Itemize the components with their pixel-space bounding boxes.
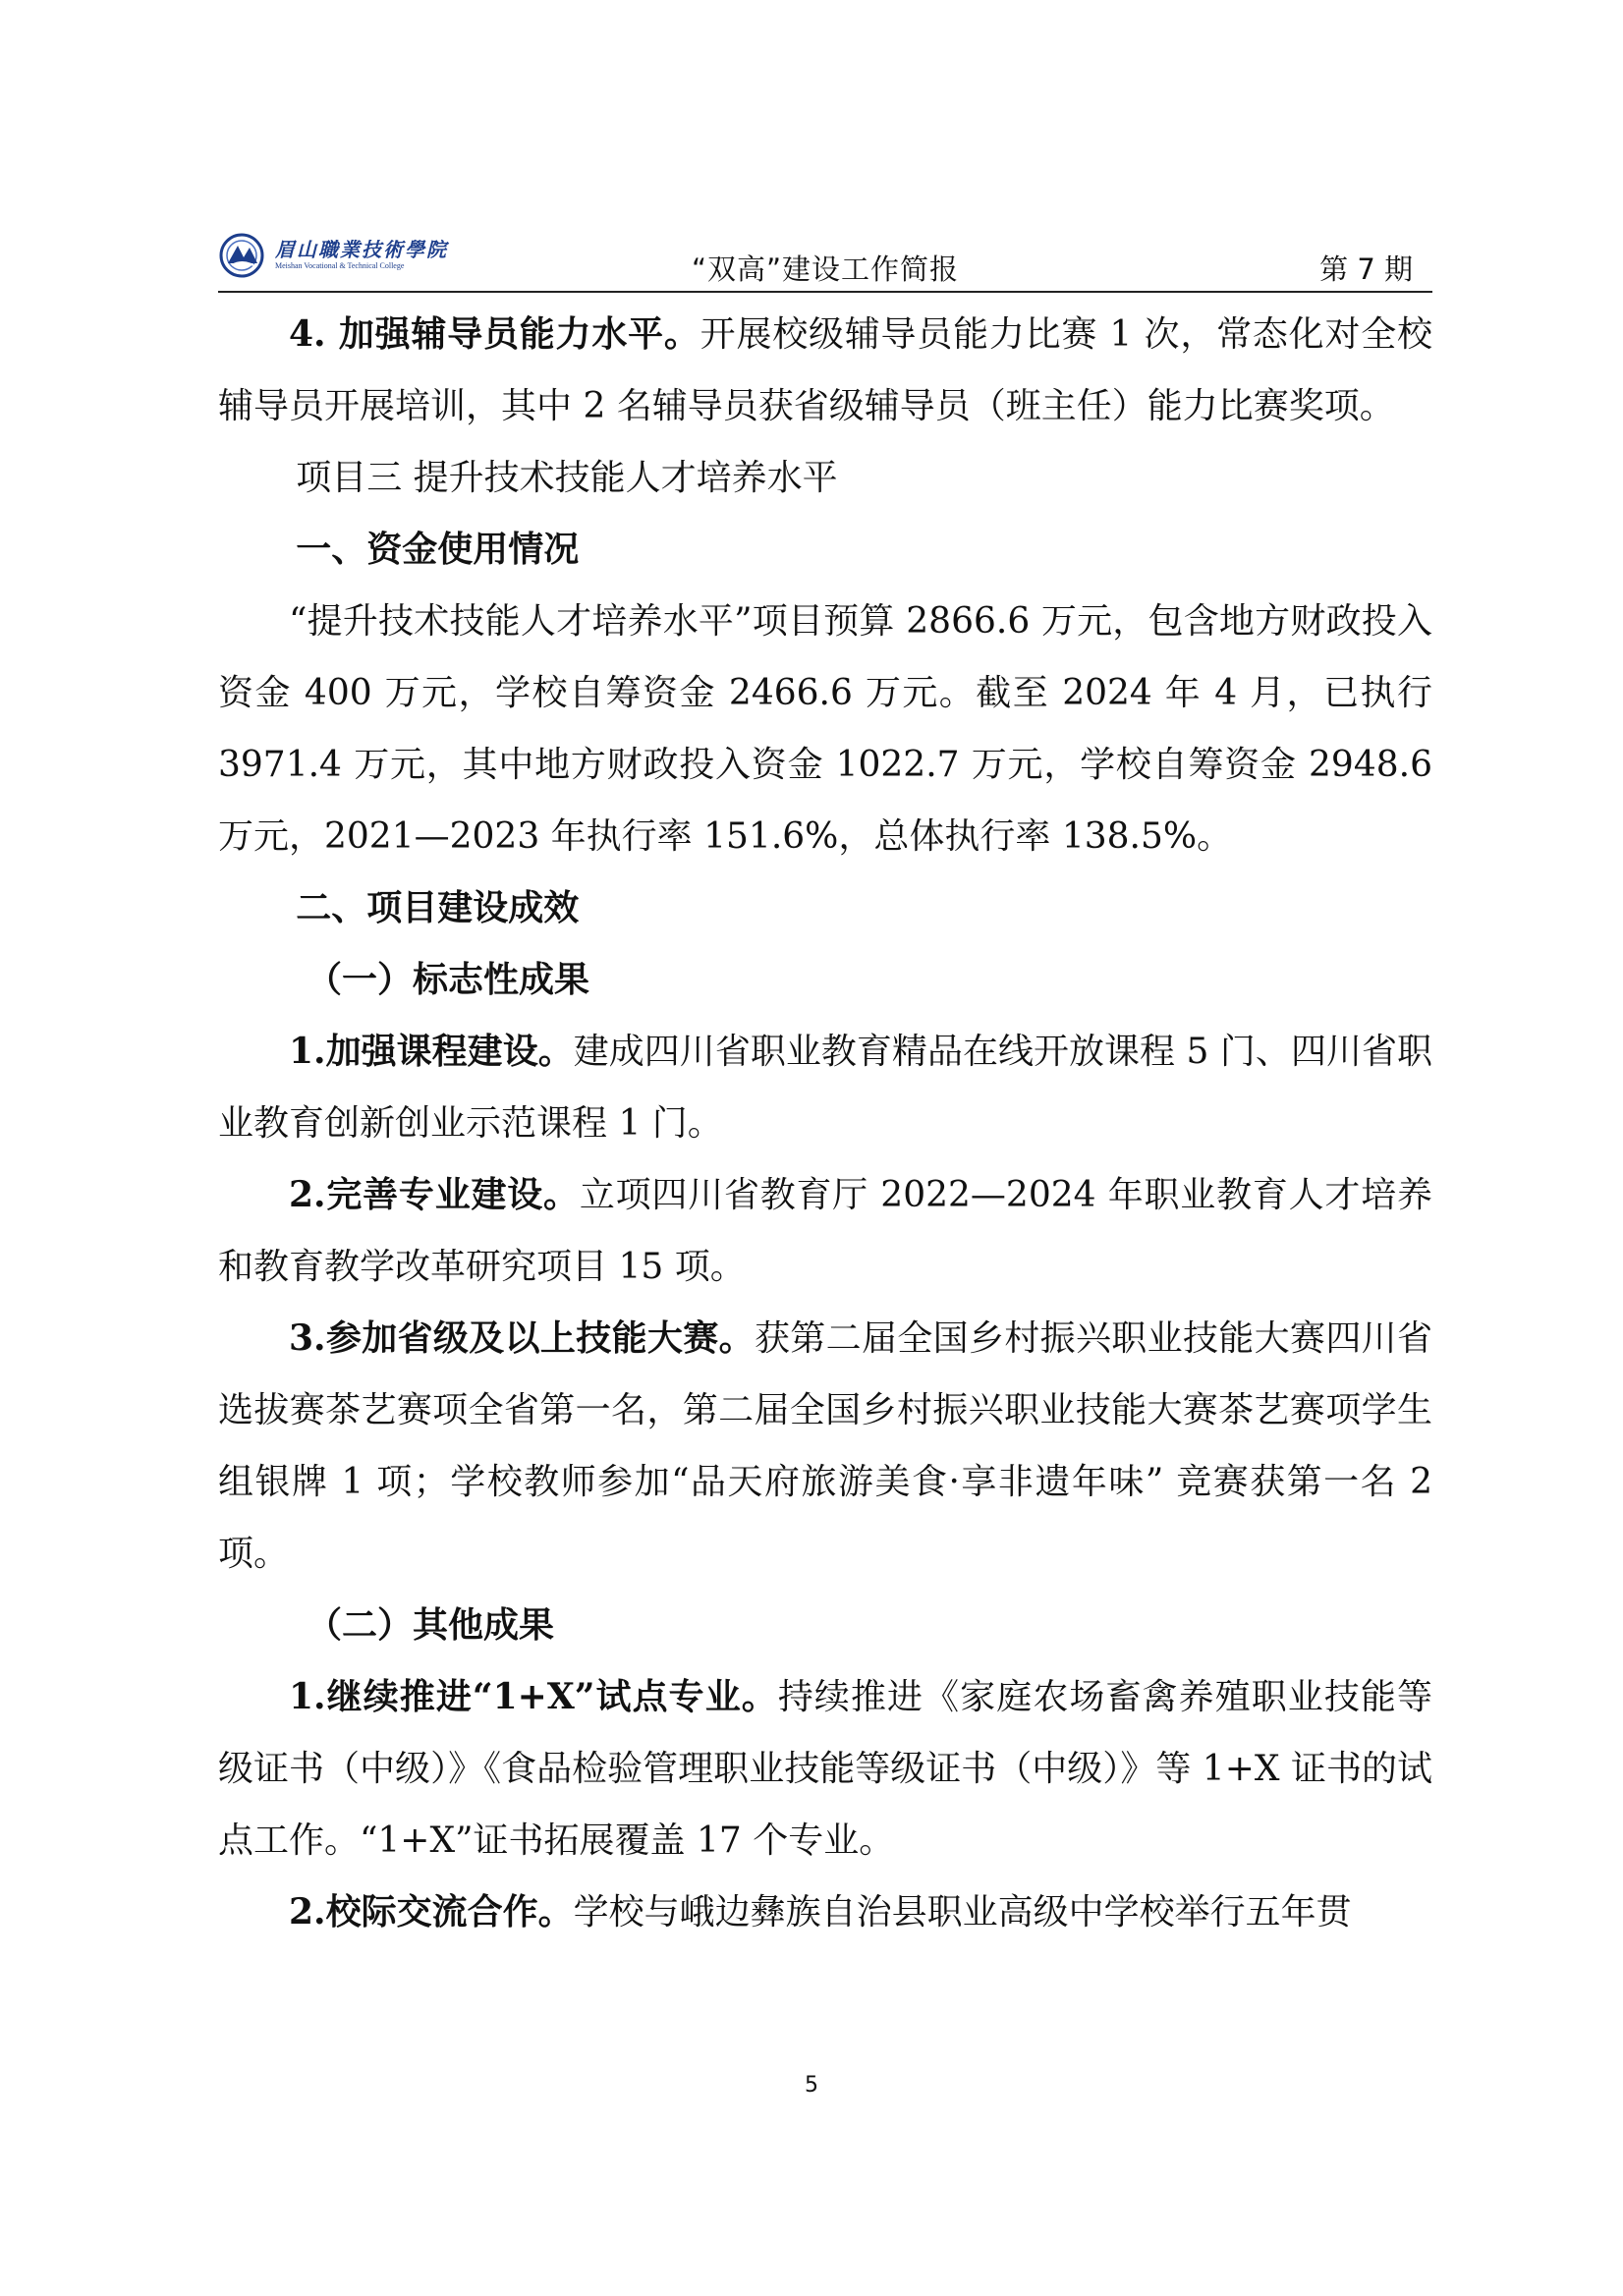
paragraph-majors (218, 1159, 1432, 1303)
project-heading: 项目三 提升技术技能人才培养水平 (296, 458, 838, 498)
college-name-cn: 眉山職業技術學院 (275, 238, 448, 261)
page-number: 5 (805, 2073, 818, 2098)
paragraph-text: 开展校级辅导员能力比赛 1 次，常态化对全校辅导员开展培训，其中 2 名辅导员获省级辅导员（班主任）能力比赛奖项。 (218, 314, 1432, 426)
paragraph-lead: 3.参加省级及以上技能大赛。 (289, 1317, 755, 1359)
paragraph-lead: 2.校际交流合作。 (289, 1891, 574, 1932)
paragraph-text: 获第二届全国乡村振兴职业技能大赛四川省选拔赛茶艺赛项全省第一名，第二届全国乡村振兴职业技能大赛茶艺赛项学生组银牌 1 项；学校教师参加“品天府旅游美食·享非遗年味” 竞赛获第一名 2 项。 (218, 1318, 1432, 1574)
section-heading-funds: 一、资金使用情况 (296, 529, 580, 570)
paragraph-lead: 2.完善专业建设。 (289, 1174, 580, 1215)
paragraph-lead: 4. 加强辅导员能力水平。 (289, 313, 700, 355)
paragraph-1x-pilot (218, 1661, 1432, 1876)
paragraph-courses (218, 1016, 1432, 1159)
section-heading-results: 二、项目建设成效 (296, 887, 580, 928)
paragraph-lead: 1.继续推进“1+X”试点专业。 (289, 1676, 778, 1717)
paragraph-counselor (218, 299, 1432, 442)
paragraph-text: 立项四川省教育厅 2022—2024 年职业教育人才培养和教育教学改革研究项目 15 项。 (218, 1175, 1432, 1287)
paragraph-text: 建成四川省职业教育精品在线开放课程 5 门、四川省职业教育创新创业示范课程 1 门。 (218, 1032, 1432, 1144)
paragraph-lead: 1.加强课程建设。 (289, 1031, 574, 1072)
page-header (218, 228, 1432, 293)
paragraph-text: 持续推进《家庭农场畜禽养殖职业技能等级证书（中级）》《食品检验管理职业技能等级证书（中级）》等 1+X 证书的试点工作。“1+X”证书拓展覆盖 17 个专业。 (218, 1677, 1432, 1861)
paragraph-exchange (218, 1876, 1432, 1948)
brief-title: “双高”建设工作简报 (691, 252, 960, 286)
college-name-en: Meishan Vocational & Technical College (275, 261, 405, 270)
subsection-heading-landmark: （一）标志性成果 (307, 959, 590, 1000)
paragraph-text: 学校与峨边彝族自治县职业高级中学校举行五年贯 (573, 1892, 1352, 1932)
paragraph-funds: “提升技术技能人才培养水平”项目预算 2866.6 万元，包含地方财政投入资金 400 万元，学校自筹资金 2466.6 万元。截至 2024 年 4 月，已执行 3971.4 万元，其中地方财政投入资金 1022.7 万元，学校自筹资金 2948.6 万元，2021—2023 年执行率 151.6%，总体执行率 138.5%。 (218, 601, 1432, 857)
page-content (218, 299, 1432, 1948)
subsection-heading-other: （二）其他成果 (307, 1604, 555, 1646)
paragraph-competitions (218, 1303, 1432, 1590)
issue-number: 第 7 期 (1319, 252, 1413, 286)
